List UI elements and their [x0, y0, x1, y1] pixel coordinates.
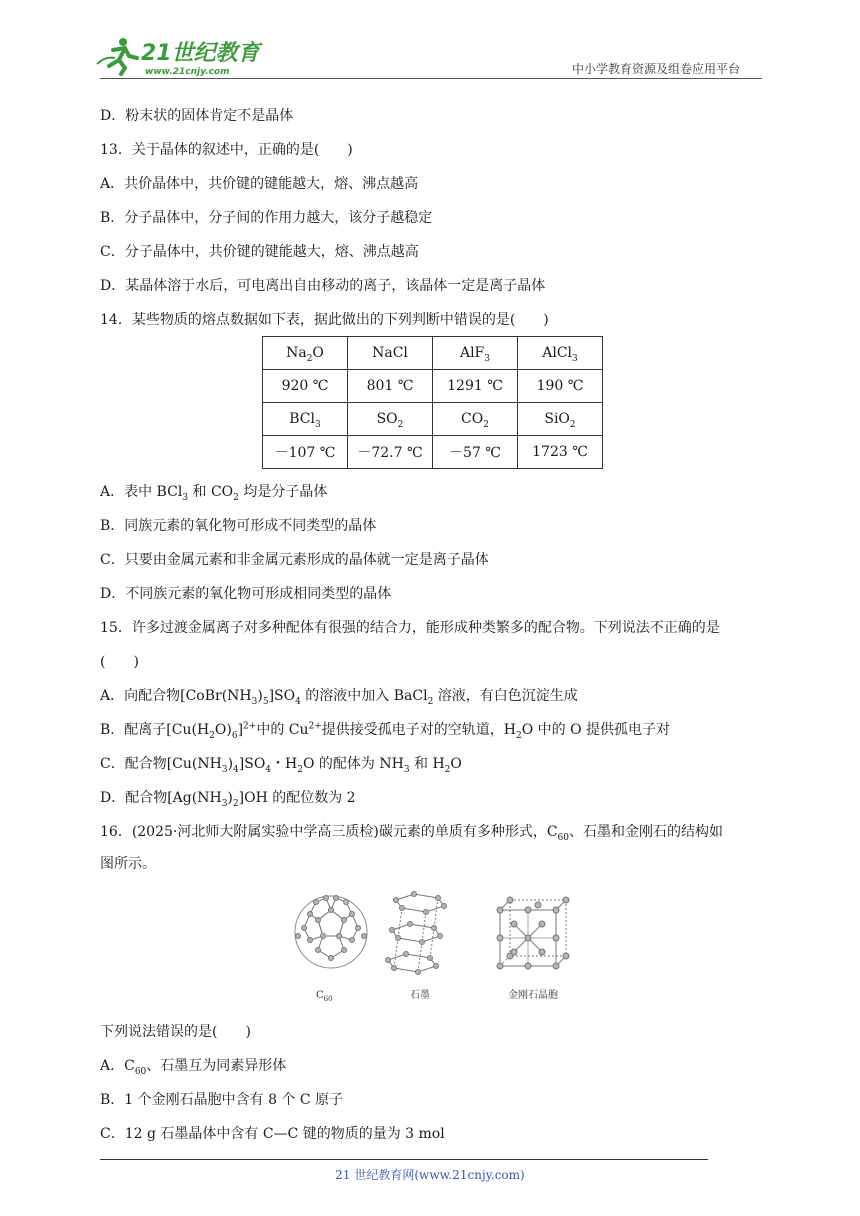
melting-point-table — [262, 336, 603, 469]
table-row — [263, 370, 603, 403]
table-cell: NaCl — [348, 337, 433, 370]
platform-name: 中小学教育资源及组卷应用平台 — [572, 62, 741, 76]
graphite-structure-image — [386, 892, 447, 975]
c60-structure-image — [295, 896, 367, 969]
table-cell: $CO_2$ — [433, 403, 518, 436]
q15-option-a: A．向配合物$[CoBr(NH_3)_5]SO_4$ 的溶液中加入 BaCl$_2$ 溶液，有白色沉淀生成 — [100, 688, 578, 707]
q15-option-b: B．配离子$[Cu(H_2O)_6]^{2+}$中的 $Cu^{2+}$提供接受孤电子对的空轨道，$H_2O$ 中的 O 提供孤电子对 — [100, 721, 671, 741]
carbon-structures-figure — [286, 880, 576, 1005]
diamond-cell-image — [497, 897, 569, 969]
q15-stem: 15．许多过渡金属离子对多种配体有很强的结合力，能形成种类繁多的配合物。下列说法不正确的是 — [100, 620, 720, 636]
table-cell: SiO$_2$ — [518, 403, 603, 436]
q16-stem: 16．(2025·河北师大附属实验中学高三质检)碳元素的单质有多种形式，$C_{60}$、石墨和金刚石的结构如 — [100, 824, 723, 843]
footer-link[interactable]: 21 世纪教育网(www.21cnjy.com) — [335, 1168, 525, 1182]
q14-option-a: A．表中 BCl$_3$ 和 $CO_2$ 均是分子晶体 — [100, 484, 328, 503]
q16-option-c: C．12 g 石墨晶体中含有 C—C 键的物质的量为 3 mol — [100, 1126, 445, 1142]
q16-option-a: A．$C_{60}$、石墨互为同素异形体 — [100, 1058, 287, 1077]
table-cell: －107 ℃ — [263, 436, 348, 469]
q14-option-c: C．只要由金属元素和非金属元素形成的晶体就一定是离子晶体 — [100, 552, 489, 568]
table-cell: BCl$_3$ — [263, 403, 348, 436]
q14-stem: 14．某些物质的熔点数据如下表，据此做出的下列判断中错误的是( ) — [100, 312, 549, 328]
footer-divider — [100, 1159, 708, 1160]
table-cell: 190 ℃ — [518, 370, 603, 403]
table-cell: 1723 ℃ — [518, 436, 603, 469]
q13-stem: 13．关于晶体的叙述中，正确的是( ) — [100, 142, 353, 158]
q14-option-d: D．不同族元素的氧化物可形成相同类型的晶体 — [100, 586, 392, 602]
logo-text: 21世纪教育 — [141, 41, 260, 66]
q13-option-d: D．某晶体溶于水后，可电离出自由移动的离子，该晶体一定是离子晶体 — [100, 278, 546, 294]
q13-option-b: B．分子晶体中，分子间的作用力越大，该分子越稳定 — [100, 210, 433, 226]
diamond-label: 金刚石晶胞 — [508, 990, 558, 1001]
table-row — [263, 403, 603, 436]
q16-stem-cont: 图所示。 — [100, 856, 156, 872]
brand-logo — [95, 34, 265, 78]
table-cell: －57 ℃ — [433, 436, 518, 469]
table-cell: 1291 ℃ — [433, 370, 518, 403]
q15-stem-cont: ( ) — [100, 654, 139, 670]
table-cell: －72.7 ℃ — [348, 436, 433, 469]
table-cell: $SO_2$ — [348, 403, 433, 436]
c60-label: $C_{60}$ — [316, 990, 333, 1003]
header-divider — [100, 78, 762, 79]
table-cell: 920 ℃ — [263, 370, 348, 403]
table-row — [263, 436, 603, 469]
table-cell: AlCl$_3$ — [518, 337, 603, 370]
q14-option-b: B．同族元素的氧化物可形成不同类型的晶体 — [100, 518, 377, 534]
table-cell: 801 ℃ — [348, 370, 433, 403]
q15-option-c: C．配合物$[Cu(NH_3)_4]SO_4$・$H_2O$ 的配体为 $NH_3$ 和 $H_2O$ — [100, 756, 462, 775]
graphite-label: 石墨 — [410, 990, 430, 1001]
runner-icon — [97, 38, 137, 74]
q15-option-d: D．配合物$[Ag(NH_3)_2]OH$ 的配位数为 2 — [100, 790, 356, 809]
table-row — [263, 337, 603, 370]
q13-option-a: A．共价晶体中，共价键的键能越大，熔、沸点越高 — [100, 176, 419, 192]
table-cell: AlF$_3$ — [433, 337, 518, 370]
table-cell: $Na_2O$ — [263, 337, 348, 370]
q16-question: 下列说法错误的是( ) — [100, 1024, 251, 1040]
logo-url: www.21cnjy.com — [145, 67, 230, 77]
q16-option-b: B．1 个金刚石晶胞中含有 8 个 C 原子 — [100, 1092, 344, 1108]
q12-option-d: D．粉末状的固体肯定不是晶体 — [100, 108, 294, 124]
q13-option-c: C．分子晶体中，共价键的键能越大，熔、沸点越高 — [100, 244, 419, 260]
